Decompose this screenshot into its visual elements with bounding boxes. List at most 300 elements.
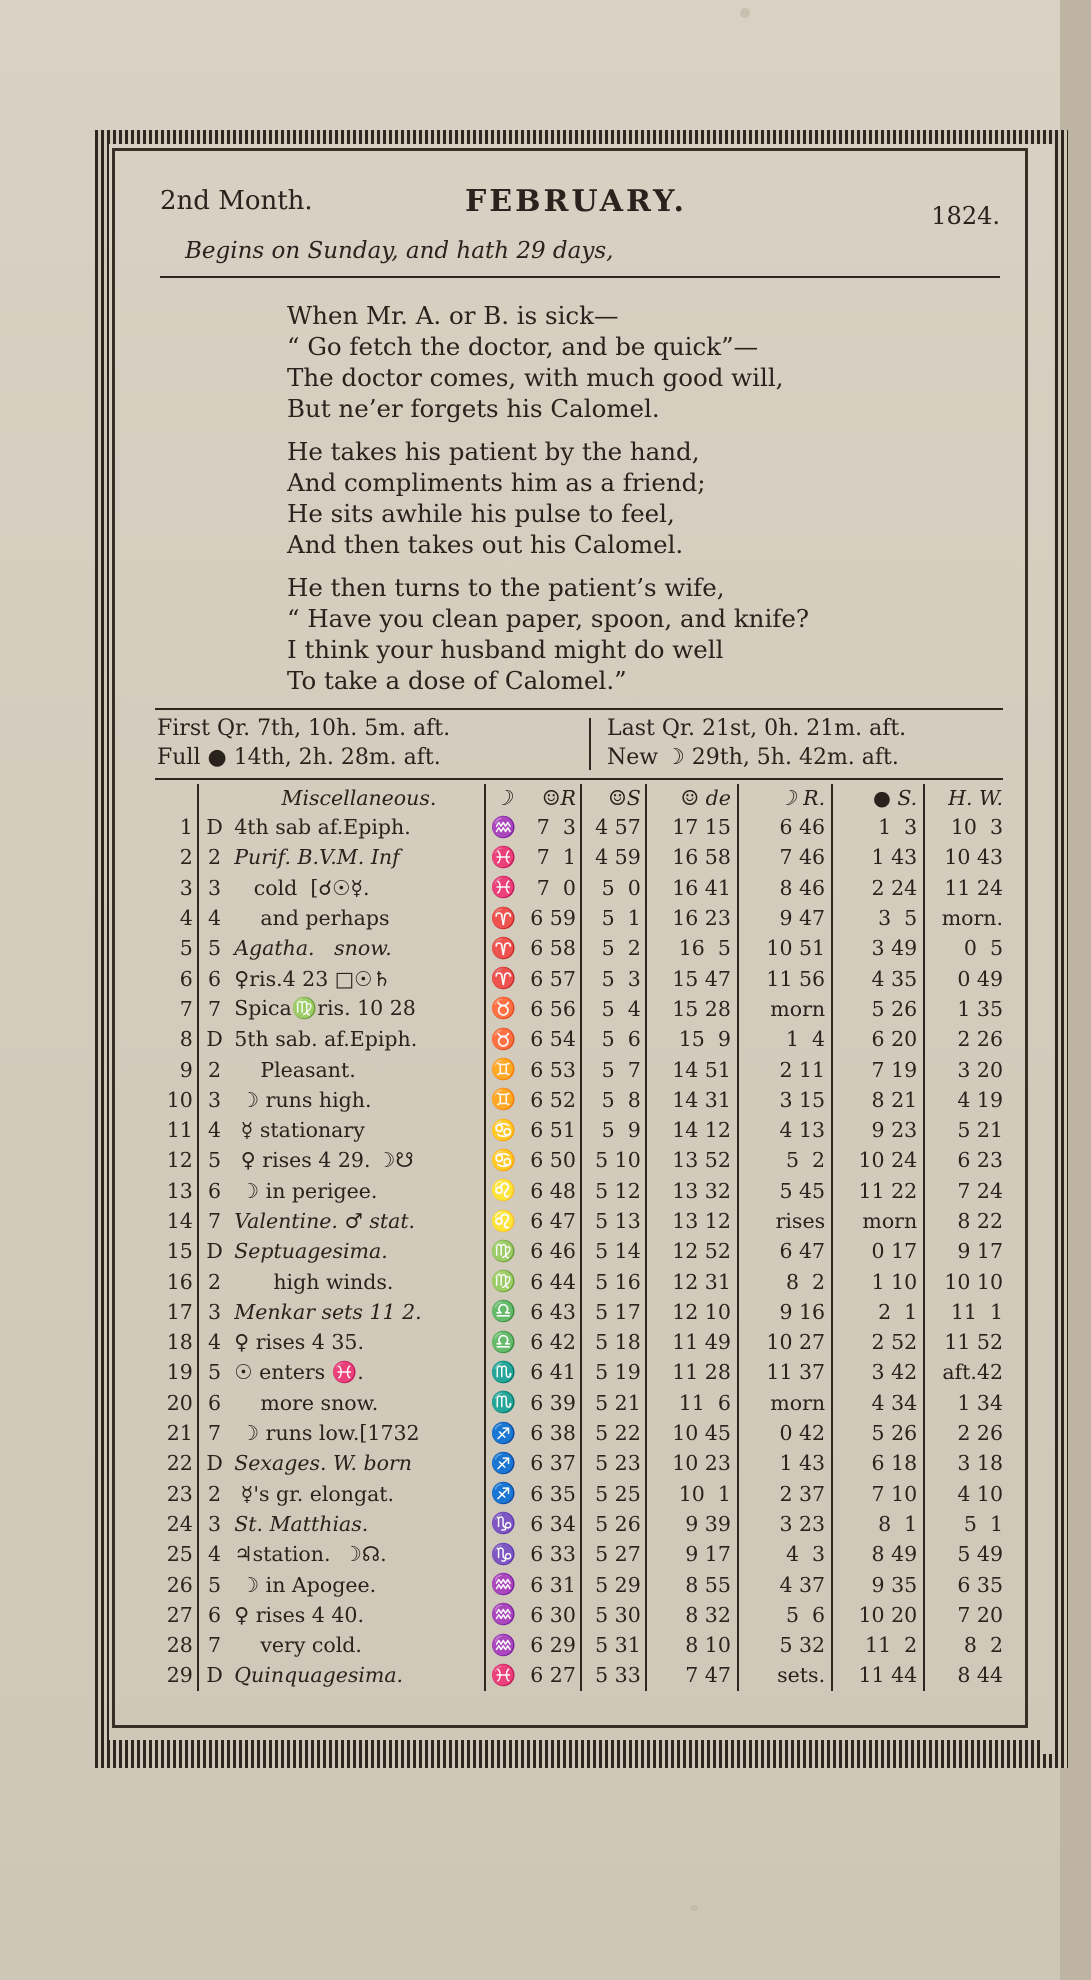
moon-sign: ♐ xyxy=(485,1418,522,1448)
moon-sign: ♓ xyxy=(485,873,522,903)
last-quarter: Last Qr. 21st, 0h. 21m. aft. xyxy=(607,716,907,741)
day-number: 9 xyxy=(179,1057,193,1082)
moon-south: 6 18 xyxy=(832,1448,924,1478)
declination: 10 45 xyxy=(646,1418,738,1448)
moon-sign: ♓ xyxy=(485,1660,522,1690)
declination: 8 10 xyxy=(646,1630,738,1660)
weekday: D xyxy=(198,1236,230,1266)
declination: 12 52 xyxy=(646,1236,738,1266)
declination: 16 58 xyxy=(646,842,738,872)
declination: 13 52 xyxy=(646,1145,738,1175)
header-rule xyxy=(160,276,1000,278)
moon-sign: ♈ xyxy=(485,933,522,963)
moon-south: 1 43 xyxy=(832,842,924,872)
sunset: 5 17 xyxy=(581,1297,646,1327)
sunset: 5 21 xyxy=(581,1388,646,1418)
table-row xyxy=(157,933,1007,963)
sunset: 4 57 xyxy=(581,812,646,842)
declination: 14 31 xyxy=(646,1085,738,1115)
declination: 15 28 xyxy=(646,994,738,1024)
moon-south: 6 20 xyxy=(832,1024,924,1054)
misc-note: ☽ runs high. xyxy=(234,1087,372,1112)
header-misc: Miscellaneous. xyxy=(281,786,437,810)
table-row xyxy=(157,1600,1007,1630)
high-water: 3 20 xyxy=(924,1054,1007,1084)
misc-note: more snow. xyxy=(234,1390,379,1415)
declination: 14 12 xyxy=(646,1115,738,1145)
misc-note: Menkar sets 11 2. xyxy=(234,1299,422,1324)
table-row xyxy=(157,842,1007,872)
misc-note: and perhaps xyxy=(234,906,390,931)
sunrise: 6 58 xyxy=(530,936,576,961)
table-row xyxy=(157,994,1007,1024)
table-row xyxy=(157,1266,1007,1296)
sunrise: 6 35 xyxy=(530,1481,576,1506)
sunrise: 6 41 xyxy=(530,1360,576,1385)
high-water: 8 2 xyxy=(924,1630,1007,1660)
month-header xyxy=(160,178,1000,238)
declination: 16 41 xyxy=(646,873,738,903)
sunrise: 6 48 xyxy=(530,1178,576,1203)
moonrise: 2 11 xyxy=(738,1054,832,1084)
table-row xyxy=(157,1418,1007,1448)
sunrise: 7 1 xyxy=(536,845,576,870)
weekday: 6 xyxy=(198,1176,230,1206)
sunrise: 6 37 xyxy=(530,1451,576,1476)
moonrise: 6 47 xyxy=(738,1236,832,1266)
moonrise: 11 37 xyxy=(738,1357,832,1387)
begins-line: Begins on Sunday, and hath 29 days, xyxy=(185,238,614,264)
poem-line: He then turns to the patient’s wife, xyxy=(287,573,725,602)
poem-line: The doctor comes, with much good will, xyxy=(287,363,784,392)
moon-south: 5 26 xyxy=(832,1418,924,1448)
day-number: 17 xyxy=(166,1299,193,1324)
moon-sign: ♐ xyxy=(485,1479,522,1509)
sunrise: 6 46 xyxy=(530,1239,576,1264)
declination: 10 1 xyxy=(646,1479,738,1509)
table-row xyxy=(157,1539,1007,1569)
table-row xyxy=(157,1630,1007,1660)
weekday: 5 xyxy=(198,933,230,963)
moonrise: 9 16 xyxy=(738,1297,832,1327)
moonrise: 8 2 xyxy=(738,1266,832,1296)
moon-sign: ♈ xyxy=(485,963,522,993)
declination: 8 55 xyxy=(646,1569,738,1599)
moon-south: 4 35 xyxy=(832,963,924,993)
moon-south: 4 34 xyxy=(832,1388,924,1418)
header-moonsouth: ● S. xyxy=(832,784,924,812)
table-row xyxy=(157,1206,1007,1236)
day-number: 22 xyxy=(166,1451,193,1476)
misc-note: ☿'s gr. elongat. xyxy=(234,1481,395,1506)
sunrise: 6 34 xyxy=(530,1511,576,1536)
high-water: 7 20 xyxy=(924,1600,1007,1630)
moonrise: 10 51 xyxy=(738,933,832,963)
misc-note: Agatha. snow. xyxy=(234,936,392,961)
day-number: 16 xyxy=(166,1269,193,1294)
header-sign: ☽ xyxy=(485,784,522,812)
sunset: 5 12 xyxy=(581,1176,646,1206)
header-moonrise: ☽ R. xyxy=(738,784,832,812)
moonrise: 6 46 xyxy=(738,812,832,842)
declination: 9 39 xyxy=(646,1509,738,1539)
declination: 8 32 xyxy=(646,1600,738,1630)
day-number: 6 xyxy=(179,966,193,991)
table-row xyxy=(157,1024,1007,1054)
day-number: 14 xyxy=(166,1209,193,1233)
high-water: 8 22 xyxy=(924,1206,1007,1236)
moonrise: 2 37 xyxy=(738,1479,832,1509)
moonrise: 0 42 xyxy=(738,1418,832,1448)
moonrise: sets. xyxy=(738,1660,832,1690)
moon-south: 3 42 xyxy=(832,1357,924,1387)
sunrise: 6 30 xyxy=(530,1602,576,1627)
sunset: 5 18 xyxy=(581,1327,646,1357)
high-water: 10 43 xyxy=(924,842,1007,872)
weekday: 2 xyxy=(198,842,230,872)
declination: 14 51 xyxy=(646,1054,738,1084)
misc-note: ♀ rises 4 29. ☽☋ xyxy=(234,1148,414,1173)
table-row xyxy=(157,1085,1007,1115)
moon-south: 2 24 xyxy=(832,873,924,903)
sunrise: 6 44 xyxy=(530,1269,576,1294)
sunrise: 6 50 xyxy=(530,1148,576,1173)
moon-phases xyxy=(157,716,1003,774)
sunset: 5 3 xyxy=(581,963,646,993)
misc-note: ♀ rises 4 35. xyxy=(234,1330,364,1355)
sunrise: 6 57 xyxy=(530,966,576,991)
moon-south: 7 19 xyxy=(832,1054,924,1084)
declination: 12 10 xyxy=(646,1297,738,1327)
sunset: 5 14 xyxy=(581,1236,646,1266)
weekday: 5 xyxy=(198,1569,230,1599)
moonrise: 1 43 xyxy=(738,1448,832,1478)
full-moon: Full ● 14th, 2h. 28m. aft. xyxy=(157,745,441,770)
weekday: D xyxy=(198,1660,230,1690)
high-water: 5 21 xyxy=(924,1115,1007,1145)
weekday: 7 xyxy=(198,1630,230,1660)
moon-sign: ♒ xyxy=(485,812,522,842)
high-water: 5 1 xyxy=(924,1509,1007,1539)
sunrise: 7 3 xyxy=(536,815,576,840)
declination: 15 9 xyxy=(646,1024,738,1054)
day-number: 10 xyxy=(166,1087,193,1112)
misc-note: ☿ stationary xyxy=(234,1118,365,1143)
calendar-table xyxy=(157,784,1007,1691)
sunrise: 6 31 xyxy=(530,1572,576,1597)
day-number: 18 xyxy=(166,1330,193,1355)
sunset: 4 59 xyxy=(581,842,646,872)
moon-south: 7 10 xyxy=(832,1479,924,1509)
day-number: 27 xyxy=(166,1602,193,1627)
day-number: 4 xyxy=(179,906,193,931)
sunset: 5 0 xyxy=(581,873,646,903)
table-row xyxy=(157,812,1007,842)
day-number: 19 xyxy=(166,1360,193,1385)
misc-note: Purif. B.V.M. Inf xyxy=(234,845,400,870)
declination: 16 5 xyxy=(646,933,738,963)
high-water: 6 35 xyxy=(924,1569,1007,1599)
day-number: 12 xyxy=(166,1148,193,1173)
weekday: 5 xyxy=(198,1357,230,1387)
moon-south: 10 20 xyxy=(832,1600,924,1630)
moonrise: 1 4 xyxy=(738,1024,832,1054)
misc-note: 5th sab. af.Epiph. xyxy=(234,1027,418,1052)
day-number: 24 xyxy=(166,1511,193,1536)
moonrise: 5 2 xyxy=(738,1145,832,1175)
declination: 7 47 xyxy=(646,1660,738,1690)
high-water: 7 24 xyxy=(924,1176,1007,1206)
day-number: 15 xyxy=(166,1239,193,1264)
moonrise: 5 32 xyxy=(738,1630,832,1660)
moon-sign: ♒ xyxy=(485,1569,522,1599)
moon-sign: ♏ xyxy=(485,1357,522,1387)
misc-note: ☽ runs low.[1732 xyxy=(234,1421,420,1446)
sunset: 5 22 xyxy=(581,1418,646,1448)
weekday: D xyxy=(198,1024,230,1054)
high-water: 0 49 xyxy=(924,963,1007,993)
sunset: 5 1 xyxy=(581,903,646,933)
moon-sign: ♐ xyxy=(485,1448,522,1478)
sunset: 5 26 xyxy=(581,1509,646,1539)
moonrise: 9 47 xyxy=(738,903,832,933)
moon-south: 2 52 xyxy=(832,1327,924,1357)
weekday: 7 xyxy=(198,1418,230,1448)
sunset: 5 29 xyxy=(581,1569,646,1599)
misc-note: Valentine. ♂ stat. xyxy=(234,1209,416,1233)
moon-sign: ♈ xyxy=(485,903,522,933)
moon-south: 11 44 xyxy=(832,1660,924,1690)
declination: 11 6 xyxy=(646,1388,738,1418)
poem-line: But ne’er forgets his Calomel. xyxy=(287,394,660,423)
phases-rule-bottom xyxy=(155,778,1003,780)
table-row xyxy=(157,873,1007,903)
table-row xyxy=(157,1145,1007,1175)
sunset: 5 9 xyxy=(581,1115,646,1145)
high-water: 11 24 xyxy=(924,873,1007,903)
moon-south: 1 3 xyxy=(832,812,924,842)
weekday: 4 xyxy=(198,1115,230,1145)
moon-south: 1 10 xyxy=(832,1266,924,1296)
moon-sign: ♌ xyxy=(485,1176,522,1206)
moonrise: 4 13 xyxy=(738,1115,832,1145)
sunset: 5 7 xyxy=(581,1054,646,1084)
weekday: 6 xyxy=(198,963,230,993)
sunrise: 6 56 xyxy=(530,996,576,1021)
weekday: 4 xyxy=(198,1539,230,1569)
declination: 13 32 xyxy=(646,1176,738,1206)
sunset: 5 16 xyxy=(581,1266,646,1296)
misc-note: Spica♍ris. 10 28 xyxy=(234,996,416,1021)
table-row xyxy=(157,1569,1007,1599)
table-row xyxy=(157,1388,1007,1418)
moonrise: 3 15 xyxy=(738,1085,832,1115)
poem-line: I think your husband might do well xyxy=(287,635,724,664)
declination: 15 47 xyxy=(646,963,738,993)
table-row xyxy=(157,1054,1007,1084)
misc-note: St. Matthias. xyxy=(234,1511,369,1536)
table-header-row xyxy=(157,784,1007,812)
moonrise: 3 23 xyxy=(738,1509,832,1539)
moon-sign: ♒ xyxy=(485,1630,522,1660)
moon-south: 9 35 xyxy=(832,1569,924,1599)
high-water: 4 10 xyxy=(924,1479,1007,1509)
sunrise: 6 29 xyxy=(530,1633,576,1658)
poem-line: To take a dose of Calomel.” xyxy=(287,666,627,695)
high-water: 11 52 xyxy=(924,1327,1007,1357)
moonrise: rises xyxy=(738,1206,832,1236)
table-row xyxy=(157,1448,1007,1478)
weekday: 2 xyxy=(198,1054,230,1084)
high-water: 2 26 xyxy=(924,1024,1007,1054)
sunset: 5 23 xyxy=(581,1448,646,1478)
sunset: 5 25 xyxy=(581,1479,646,1509)
weekday: 7 xyxy=(198,994,230,1024)
weekday: 6 xyxy=(198,1600,230,1630)
misc-note: 4th sab af.Epiph. xyxy=(234,815,411,840)
sunset: 5 10 xyxy=(581,1145,646,1175)
sunset: 5 6 xyxy=(581,1024,646,1054)
moon-sign: ♎ xyxy=(485,1297,522,1327)
day-number: 2 xyxy=(179,845,193,870)
high-water: 9 17 xyxy=(924,1236,1007,1266)
moon-sign: ♉ xyxy=(485,994,522,1024)
sunset: 5 13 xyxy=(581,1206,646,1236)
day-number: 23 xyxy=(166,1481,193,1506)
new-moon: New ☽ 29th, 5h. 42m. aft. xyxy=(607,745,899,770)
moon-south: 2 1 xyxy=(832,1297,924,1327)
sunrise: 6 52 xyxy=(530,1087,576,1112)
sunset: 5 31 xyxy=(581,1630,646,1660)
sunrise: 6 43 xyxy=(530,1299,576,1324)
day-number: 25 xyxy=(166,1542,193,1567)
sunset: 5 33 xyxy=(581,1660,646,1690)
weekday: D xyxy=(198,1448,230,1478)
table-row xyxy=(157,1509,1007,1539)
declination: 17 15 xyxy=(646,812,738,842)
header-declination: ☺ de xyxy=(646,784,738,812)
misc-note: Quinquagesima. xyxy=(234,1663,404,1688)
declination: 9 17 xyxy=(646,1539,738,1569)
high-water: 5 49 xyxy=(924,1539,1007,1569)
sunset: 5 8 xyxy=(581,1085,646,1115)
moon-sign: ♓ xyxy=(485,842,522,872)
year: 1824. xyxy=(931,202,1000,230)
table-row xyxy=(157,1176,1007,1206)
poem-line: And then takes out his Calomel. xyxy=(287,530,684,559)
day-number: 1 xyxy=(179,815,193,840)
misc-note: Septuagesima. xyxy=(234,1239,388,1264)
paper-spot xyxy=(690,1905,698,1911)
day-number: 21 xyxy=(166,1421,193,1446)
moon-south: 5 26 xyxy=(832,994,924,1024)
weekday: 2 xyxy=(198,1266,230,1296)
moon-sign: ♊ xyxy=(485,1085,522,1115)
misc-note: ☽ in Apogee. xyxy=(234,1572,377,1597)
declination: 13 12 xyxy=(646,1206,738,1236)
weekday: 2 xyxy=(198,1479,230,1509)
declination: 10 23 xyxy=(646,1448,738,1478)
table-row xyxy=(157,1115,1007,1145)
declination: 16 23 xyxy=(646,903,738,933)
table-row xyxy=(157,1327,1007,1357)
moonrise: morn xyxy=(738,1388,832,1418)
day-number: 11 xyxy=(166,1118,193,1143)
table-row xyxy=(157,1297,1007,1327)
sunrise: 6 42 xyxy=(530,1330,576,1355)
moonrise: 4 37 xyxy=(738,1569,832,1599)
month-name: FEBRUARY. xyxy=(465,184,687,219)
weekday: 3 xyxy=(198,873,230,903)
paper-spot xyxy=(740,8,750,18)
moon-sign: ♏ xyxy=(485,1388,522,1418)
high-water: aft.42 xyxy=(924,1357,1007,1387)
sunrise: 6 47 xyxy=(530,1209,576,1233)
misc-note: ♃station. ☽☊. xyxy=(234,1542,387,1567)
moon-south: 3 5 xyxy=(832,903,924,933)
misc-note: ♀ris.4 23 □☉♄ xyxy=(234,966,391,991)
high-water: 10 3 xyxy=(924,812,1007,842)
high-water: 6 23 xyxy=(924,1145,1007,1175)
sunrise: 6 38 xyxy=(530,1421,576,1446)
moon-south: 8 49 xyxy=(832,1539,924,1569)
poem-line: “ Have you clean paper, spoon, and knife? xyxy=(287,604,810,633)
moonrise: 11 56 xyxy=(738,963,832,993)
table-row xyxy=(157,963,1007,993)
header-sunset: ☺S xyxy=(581,784,646,812)
misc-note: very cold. xyxy=(234,1633,362,1658)
sunset: 5 27 xyxy=(581,1539,646,1569)
day-number: 28 xyxy=(166,1633,193,1658)
bottom-border xyxy=(95,1740,1040,1754)
high-water: 1 35 xyxy=(924,994,1007,1024)
high-water: 11 1 xyxy=(924,1297,1007,1327)
moon-sign: ♉ xyxy=(485,1024,522,1054)
high-water: 1 34 xyxy=(924,1388,1007,1418)
weekday: 3 xyxy=(198,1297,230,1327)
declination: 11 28 xyxy=(646,1357,738,1387)
moon-south: 11 22 xyxy=(832,1176,924,1206)
sunrise: 6 54 xyxy=(530,1027,576,1052)
day-number: 26 xyxy=(166,1572,193,1597)
moon-south: 8 1 xyxy=(832,1509,924,1539)
moon-south: 9 23 xyxy=(832,1115,924,1145)
moon-sign: ♊ xyxy=(485,1054,522,1084)
high-water: 0 5 xyxy=(924,933,1007,963)
moon-sign: ♍ xyxy=(485,1266,522,1296)
weekday: 5 xyxy=(198,1145,230,1175)
moon-south: 10 24 xyxy=(832,1145,924,1175)
poem-line: He sits awhile his pulse to feel, xyxy=(287,499,675,528)
high-water: morn. xyxy=(924,903,1007,933)
moon-south: 3 49 xyxy=(832,933,924,963)
moon-sign: ♒ xyxy=(485,1600,522,1630)
poem-line: He takes his patient by the hand, xyxy=(287,437,700,466)
sunrise: 6 39 xyxy=(530,1390,576,1415)
sunrise: 6 27 xyxy=(530,1663,576,1688)
poem xyxy=(287,300,927,708)
moonrise: 7 46 xyxy=(738,842,832,872)
poem-stanza xyxy=(287,572,927,696)
moon-sign: ♑ xyxy=(485,1509,522,1539)
high-water: 3 18 xyxy=(924,1448,1007,1478)
day-number: 13 xyxy=(166,1178,193,1203)
high-water: 8 44 xyxy=(924,1660,1007,1690)
day-number: 8 xyxy=(179,1027,193,1052)
sunrise: 6 33 xyxy=(530,1542,576,1567)
sunrise: 6 53 xyxy=(530,1057,576,1082)
weekday: 4 xyxy=(198,1327,230,1357)
